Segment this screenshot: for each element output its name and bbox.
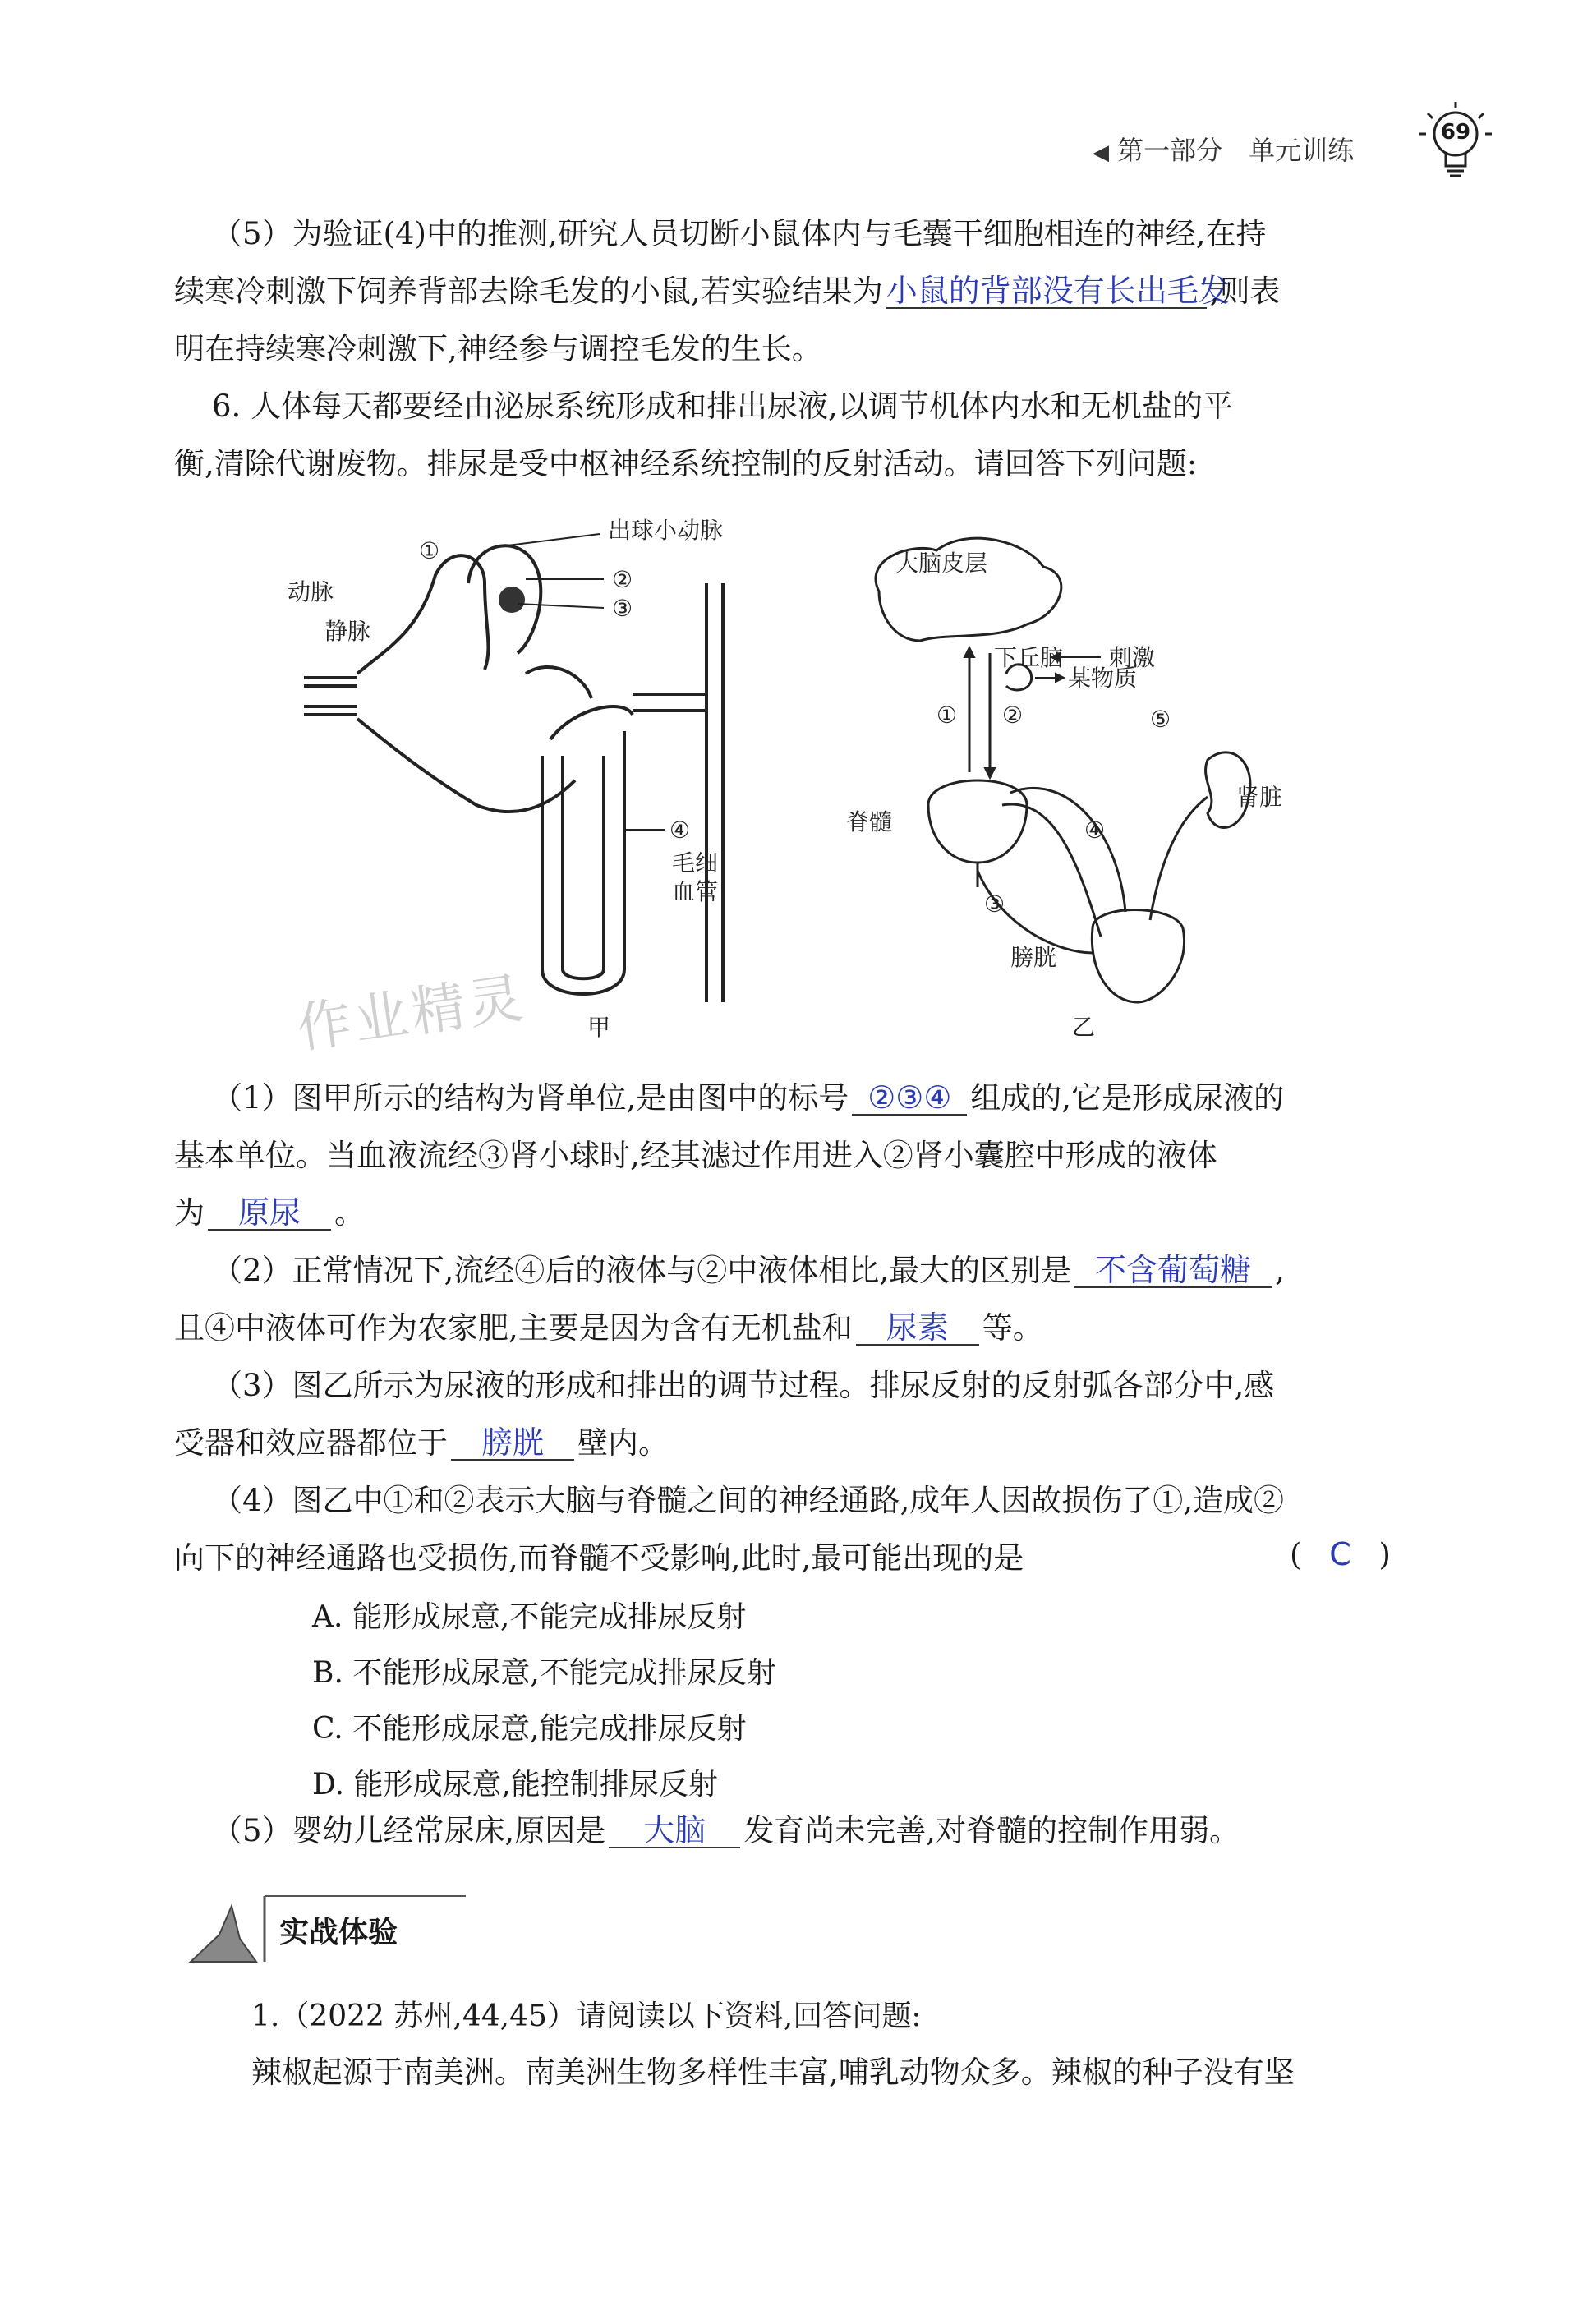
label-hypothalamus: 下丘脑 — [994, 644, 1064, 671]
label-bladder: 膀胱 — [1010, 944, 1057, 971]
label-n3: ③ — [612, 595, 633, 622]
sub2-line2 — [174, 1309, 1043, 1347]
reflex-diagram — [846, 526, 1306, 1043]
label-n1: ① — [419, 537, 440, 564]
sub4-line2: 向下的神经通路也受损伤,而脊髓不受影响,此时,最可能出现的是 — [174, 1540, 1024, 1576]
sub3-line1: （3）图乙所示为尿液的形成和排出的调节过程。排尿反射的反射弧各部分中,感 — [212, 1368, 1275, 1403]
label-capillary2: 血管 — [672, 878, 719, 905]
label-kidney: 肾脏 — [1236, 784, 1283, 811]
option-b: B. 不能形成尿意,不能完成排尿反射 — [312, 1656, 776, 1690]
label-n4: ④ — [669, 817, 691, 844]
q5-line2 — [174, 273, 1281, 311]
nephron-diagram — [279, 509, 797, 1043]
label-n2: ② — [612, 566, 633, 593]
label-yi-n3: ③ — [984, 890, 1005, 918]
sub1-answer: ②③④ — [852, 1081, 967, 1116]
sub4-answer-paren — [1290, 1536, 1391, 1572]
sub2-line1 — [212, 1252, 1285, 1290]
sub2-pre: （2）正常情况下,流经④后的液体与②中液体相比,最大的区别是 — [212, 1253, 1072, 1288]
label-yi-n1: ① — [936, 702, 958, 729]
sub5-answer: 大脑 — [609, 1814, 740, 1848]
sub2-answer: 不含葡萄糖 — [1074, 1254, 1272, 1288]
practice-line2: 辣椒起源于南美洲。南美洲生物多样性丰富,哺乳动物众多。辣椒的种子没有坚 — [251, 2055, 1295, 2090]
section-header — [182, 1889, 470, 1965]
label-spinal: 脊髓 — [846, 808, 893, 835]
q5-line1: （5）为验证(4)中的推测,研究人员切断小鼠体内与毛囊干细胞相连的神经,在持 — [212, 216, 1267, 251]
sub4-line1: （4）图乙中①和②表示大脑与脊髓之间的神经通路,成年人因故损伤了①,造成② — [212, 1483, 1285, 1518]
caption-yi: 乙 — [1072, 1014, 1096, 1041]
paren-open: ( — [1290, 1537, 1302, 1572]
label-artery-out: 出球小动脉 — [608, 517, 724, 544]
q5-answer: 小鼠的背部没有长出毛发 — [886, 273, 1230, 309]
sub4-answer: C — [1329, 1536, 1351, 1572]
q6-line2: 衡,清除代谢废物。排尿是受中枢神经系统控制的反射活动。请回答下列问题: — [174, 446, 1198, 481]
option-d: D. 能形成尿意,能控制排尿反射 — [312, 1768, 718, 1802]
page-number: 69 — [1440, 120, 1471, 145]
sub3-answer: 膀胱 — [451, 1426, 574, 1461]
sub2-answer2: 尿素 — [856, 1311, 979, 1346]
sub5-line1 — [212, 1812, 1240, 1850]
label-substance: 某物质 — [1068, 665, 1138, 692]
q5-line2-pre: 续寒冷刺激下饲养背部去除毛发的小鼠,若实验结果为 — [174, 274, 883, 309]
label-cortex: 大脑皮层 — [895, 550, 988, 577]
label-vein: 静脉 — [324, 618, 371, 645]
sub5-pre: （5）婴幼儿经常尿床,原因是 — [212, 1813, 606, 1848]
header-section — [1093, 130, 1354, 168]
watermark: 作业精灵 — [292, 965, 530, 1061]
sub2-line2-post: 等。 — [982, 1310, 1043, 1346]
caption-jia: 甲 — [587, 1014, 611, 1041]
label-yi-n2: ② — [1002, 702, 1024, 729]
q5-line3: 明在持续寒冷刺激下,神经参与调控毛发的生长。 — [174, 331, 822, 366]
sub1-line1 — [212, 1079, 1284, 1117]
q6-line1: 6. 人体每天都要经由泌尿系统形成和排出尿液,以调节机体内水和无机盐的平 — [212, 389, 1233, 424]
q5-line2-post: ,则表 — [1209, 274, 1281, 309]
section-title: 实战体验 — [279, 1916, 398, 1949]
label-yi-n5: ⑤ — [1150, 706, 1171, 733]
sub2-post: , — [1275, 1253, 1285, 1288]
sub1-line2: 基本单位。当血液流经③肾小球时,经其滤过作用进入②肾小囊腔中形成的液体 — [174, 1138, 1217, 1173]
label-yi-n4: ④ — [1084, 817, 1106, 844]
option-a: A. 能形成尿意,不能完成排尿反射 — [312, 1600, 747, 1634]
sub1-line3 — [174, 1194, 365, 1232]
section-label: 第一部分 单元训练 — [1117, 135, 1355, 166]
sub1-line3-post: 。 — [334, 1195, 365, 1231]
sub1-pre: （1）图甲所示的结构为肾单位,是由图中的标号 — [212, 1080, 849, 1116]
sub5-post: 发育尚未完善,对脊髓的控制作用弱。 — [743, 1813, 1240, 1848]
paren-close: ) — [1378, 1537, 1391, 1572]
sub1-answer2: 原尿 — [208, 1196, 331, 1231]
sub3-line2-post: 壁内。 — [577, 1425, 669, 1461]
option-c: C. 不能形成尿意,能完成排尿反射 — [312, 1712, 747, 1746]
label-artery: 动脉 — [288, 578, 334, 605]
sub2-line2-pre: 且④中液体可作为农家肥,主要是因为含有无机盐和 — [174, 1310, 853, 1346]
label-stimulus: 刺激 — [1109, 644, 1156, 671]
sub3-line2 — [174, 1424, 669, 1462]
sub1-line3-pre: 为 — [174, 1195, 205, 1231]
label-capillary1: 毛细 — [672, 849, 719, 877]
arrow-left-icon: ◀ — [1093, 140, 1109, 165]
sub3-line2-pre: 受器和效应器都位于 — [174, 1425, 448, 1461]
sub1-post: 组成的,它是形成尿液的 — [970, 1080, 1285, 1116]
practice-q1: 1.（2022 苏州,44,45）请阅读以下资料,回答问题: — [251, 2000, 922, 2033]
